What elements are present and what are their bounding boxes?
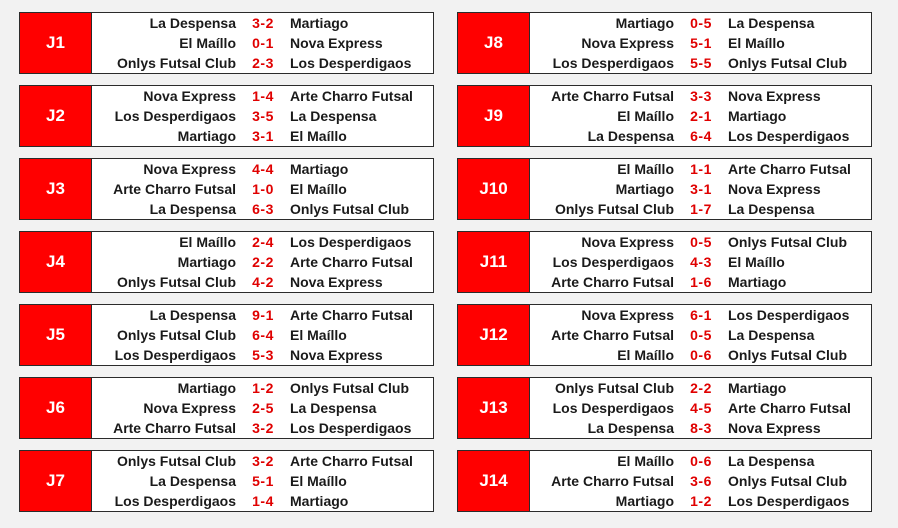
away-team: El Maíllo — [290, 181, 347, 197]
match-list — [92, 232, 433, 292]
away-team: Los Desperdigaos — [728, 307, 850, 323]
home-team: El Maíllo — [617, 347, 674, 363]
rounds-column-right — [457, 12, 872, 523]
away-team: Nova Express — [290, 347, 383, 363]
home-team: Martiago — [177, 254, 236, 270]
match-score: 2-2 — [252, 254, 274, 270]
match-score: 2-1 — [690, 108, 712, 124]
match-score: 3-1 — [252, 128, 274, 144]
round-label: J3 — [20, 159, 92, 219]
match-row — [92, 199, 433, 219]
round-block — [457, 12, 872, 74]
away-team: Martiago — [290, 493, 349, 509]
match-score: 0-6 — [690, 347, 712, 363]
match-row — [92, 418, 433, 438]
match-score: 1-1 — [690, 161, 712, 177]
match-row — [530, 252, 871, 272]
away-team: Los Desperdigaos — [728, 493, 850, 509]
match-score: 1-7 — [690, 201, 712, 217]
home-team: La Despensa — [149, 15, 236, 31]
round-label: J14 — [458, 451, 530, 511]
round-block — [457, 85, 872, 147]
home-team: Arte Charro Futsal — [551, 327, 674, 343]
match-score: 3-2 — [252, 15, 274, 31]
match-score: 1-0 — [252, 181, 274, 197]
home-team: Martiago — [615, 15, 674, 31]
rounds-column-left — [19, 12, 434, 523]
match-row — [530, 418, 871, 438]
home-team: La Despensa — [587, 128, 674, 144]
home-team: Onlys Futsal Club — [554, 380, 674, 396]
round-label: J4 — [20, 232, 92, 292]
home-team: Martiago — [615, 493, 674, 509]
away-team: Martiago — [728, 380, 787, 396]
home-team: Arte Charro Futsal — [551, 88, 674, 104]
match-score: 6-3 — [252, 201, 274, 217]
away-team: Martiago — [728, 108, 787, 124]
round-block — [19, 304, 434, 366]
match-score: 1-2 — [690, 493, 712, 509]
match-list — [530, 13, 871, 73]
round-label: J5 — [20, 305, 92, 365]
match-score: 2-5 — [252, 400, 274, 416]
match-list — [92, 305, 433, 365]
match-row — [530, 305, 871, 325]
match-row — [530, 13, 871, 33]
match-list — [530, 159, 871, 219]
match-score: 5-1 — [690, 35, 712, 51]
away-team: Onlys Futsal Club — [728, 234, 848, 250]
match-score: 2-3 — [252, 55, 274, 71]
match-score: 3-3 — [690, 88, 712, 104]
away-team: Arte Charro Futsal — [290, 453, 413, 469]
match-score: 6-4 — [252, 327, 274, 343]
round-block — [457, 158, 872, 220]
home-team: La Despensa — [149, 473, 236, 489]
away-team: Nova Express — [728, 420, 821, 436]
match-row — [530, 179, 871, 199]
match-score: 6-1 — [690, 307, 712, 323]
away-team: Martiago — [290, 161, 349, 177]
home-team: Nova Express — [581, 234, 674, 250]
away-team: El Maíllo — [728, 254, 785, 270]
match-score: 0-1 — [252, 35, 274, 51]
away-team: Onlys Futsal Club — [728, 473, 848, 489]
away-team: Los Desperdigaos — [728, 128, 850, 144]
home-team: El Maíllo — [179, 35, 236, 51]
match-row — [92, 305, 433, 325]
away-team: Nova Express — [290, 35, 383, 51]
match-row — [530, 398, 871, 418]
match-score: 4-5 — [690, 400, 712, 416]
match-score: 6-4 — [690, 128, 712, 144]
match-list — [530, 378, 871, 438]
match-row — [530, 325, 871, 345]
home-team: Los Desperdigaos — [114, 493, 236, 509]
match-row — [92, 33, 433, 53]
home-team: El Maíllo — [617, 108, 674, 124]
match-score: 0-5 — [690, 15, 712, 31]
match-row — [92, 345, 433, 365]
away-team: La Despensa — [290, 108, 377, 124]
home-team: Martiago — [177, 380, 236, 396]
match-score: 4-2 — [252, 274, 274, 290]
match-score: 2-2 — [690, 380, 712, 396]
match-row — [92, 13, 433, 33]
match-score: 1-2 — [252, 380, 274, 396]
home-team: Nova Express — [143, 88, 236, 104]
home-team: Los Desperdigaos — [552, 400, 674, 416]
match-score: 3-2 — [252, 453, 274, 469]
round-block — [19, 231, 434, 293]
match-score: 8-3 — [690, 420, 712, 436]
match-score: 3-5 — [252, 108, 274, 124]
match-row — [92, 179, 433, 199]
match-row — [92, 491, 433, 511]
round-block — [19, 377, 434, 439]
match-list — [92, 86, 433, 146]
match-score: 9-1 — [252, 307, 274, 323]
away-team: La Despensa — [728, 15, 815, 31]
away-team: Arte Charro Futsal — [290, 307, 413, 323]
match-row — [92, 106, 433, 126]
home-team: La Despensa — [149, 201, 236, 217]
match-list — [92, 451, 433, 511]
away-team: Los Desperdigaos — [290, 420, 412, 436]
away-team: Los Desperdigaos — [290, 234, 412, 250]
round-block — [19, 158, 434, 220]
match-score: 2-4 — [252, 234, 274, 250]
away-team: El Maíllo — [290, 473, 347, 489]
match-row — [92, 86, 433, 106]
home-team: Nova Express — [143, 161, 236, 177]
home-team: Onlys Futsal Club — [554, 201, 674, 217]
match-list — [92, 159, 433, 219]
match-score: 0-5 — [690, 327, 712, 343]
home-team: El Maíllo — [617, 453, 674, 469]
round-label: J7 — [20, 451, 92, 511]
round-block — [457, 377, 872, 439]
away-team: La Despensa — [728, 453, 815, 469]
match-row — [530, 451, 871, 471]
match-row — [530, 345, 871, 365]
round-label: J13 — [458, 378, 530, 438]
match-row — [530, 378, 871, 398]
round-block — [19, 85, 434, 147]
match-row — [530, 106, 871, 126]
away-team: Onlys Futsal Club — [290, 380, 410, 396]
match-score: 3-6 — [690, 473, 712, 489]
match-row — [530, 232, 871, 252]
away-team: Onlys Futsal Club — [728, 55, 848, 71]
home-team: Onlys Futsal Club — [116, 327, 236, 343]
away-team: La Despensa — [728, 201, 815, 217]
home-team: Arte Charro Futsal — [551, 274, 674, 290]
away-team: Martiago — [290, 15, 349, 31]
round-block — [19, 12, 434, 74]
match-row — [530, 159, 871, 179]
match-row — [92, 471, 433, 491]
match-row — [92, 126, 433, 146]
home-team: Los Desperdigaos — [552, 55, 674, 71]
match-row — [530, 126, 871, 146]
match-row — [530, 272, 871, 292]
round-label: J6 — [20, 378, 92, 438]
match-row — [92, 325, 433, 345]
match-score: 0-5 — [690, 234, 712, 250]
match-list — [530, 305, 871, 365]
match-row — [530, 199, 871, 219]
home-team: Nova Express — [581, 35, 674, 51]
away-team: El Maíllo — [290, 128, 347, 144]
match-score: 1-4 — [252, 493, 274, 509]
round-label: J8 — [458, 13, 530, 73]
away-team: Nova Express — [728, 88, 821, 104]
away-team: La Despensa — [290, 400, 377, 416]
match-row — [530, 491, 871, 511]
round-label: J1 — [20, 13, 92, 73]
home-team: Los Desperdigaos — [114, 347, 236, 363]
round-label: J9 — [458, 86, 530, 146]
match-score: 4-4 — [252, 161, 274, 177]
away-team: Los Desperdigaos — [290, 55, 412, 71]
home-team: Arte Charro Futsal — [113, 181, 236, 197]
match-row — [92, 159, 433, 179]
match-score: 0-6 — [690, 453, 712, 469]
round-block — [457, 231, 872, 293]
round-block — [19, 450, 434, 512]
match-score: 1-6 — [690, 274, 712, 290]
match-list — [530, 232, 871, 292]
match-score: 3-2 — [252, 420, 274, 436]
away-team: La Despensa — [728, 327, 815, 343]
match-row — [530, 53, 871, 73]
home-team: Arte Charro Futsal — [551, 473, 674, 489]
away-team: Onlys Futsal Club — [290, 201, 410, 217]
home-team: Nova Express — [143, 400, 236, 416]
away-team: Nova Express — [290, 274, 383, 290]
round-label: J2 — [20, 86, 92, 146]
away-team: Onlys Futsal Club — [728, 347, 848, 363]
match-row — [530, 471, 871, 491]
away-team: Arte Charro Futsal — [290, 88, 413, 104]
away-team: Martiago — [728, 274, 787, 290]
match-row — [92, 232, 433, 252]
match-score: 5-1 — [252, 473, 274, 489]
match-row — [92, 398, 433, 418]
match-list — [530, 86, 871, 146]
home-team: Onlys Futsal Club — [116, 55, 236, 71]
home-team: Los Desperdigaos — [552, 254, 674, 270]
home-team: Arte Charro Futsal — [113, 420, 236, 436]
home-team: Nova Express — [581, 307, 674, 323]
away-team: Arte Charro Futsal — [728, 400, 851, 416]
match-row — [530, 33, 871, 53]
match-score: 5-5 — [690, 55, 712, 71]
round-block — [457, 304, 872, 366]
match-row — [92, 272, 433, 292]
round-label: J10 — [458, 159, 530, 219]
round-label: J11 — [458, 232, 530, 292]
match-row — [92, 53, 433, 73]
away-team: El Maíllo — [290, 327, 347, 343]
home-team: Onlys Futsal Club — [116, 274, 236, 290]
match-list — [92, 13, 433, 73]
match-list — [530, 451, 871, 511]
match-score: 3-1 — [690, 181, 712, 197]
home-team: El Maíllo — [617, 161, 674, 177]
match-score: 4-3 — [690, 254, 712, 270]
match-score: 5-3 — [252, 347, 274, 363]
home-team: Martiago — [615, 181, 674, 197]
home-team: Martiago — [177, 128, 236, 144]
away-team: Arte Charro Futsal — [290, 254, 413, 270]
match-row — [530, 86, 871, 106]
match-row — [92, 451, 433, 471]
match-row — [92, 378, 433, 398]
round-label: J12 — [458, 305, 530, 365]
home-team: La Despensa — [149, 307, 236, 323]
match-list — [92, 378, 433, 438]
home-team: Los Desperdigaos — [114, 108, 236, 124]
away-team: Nova Express — [728, 181, 821, 197]
away-team: El Maíllo — [728, 35, 785, 51]
home-team: La Despensa — [587, 420, 674, 436]
away-team: Arte Charro Futsal — [728, 161, 851, 177]
home-team: El Maíllo — [179, 234, 236, 250]
round-block — [457, 450, 872, 512]
home-team: Onlys Futsal Club — [116, 453, 236, 469]
match-row — [92, 252, 433, 272]
match-score: 1-4 — [252, 88, 274, 104]
